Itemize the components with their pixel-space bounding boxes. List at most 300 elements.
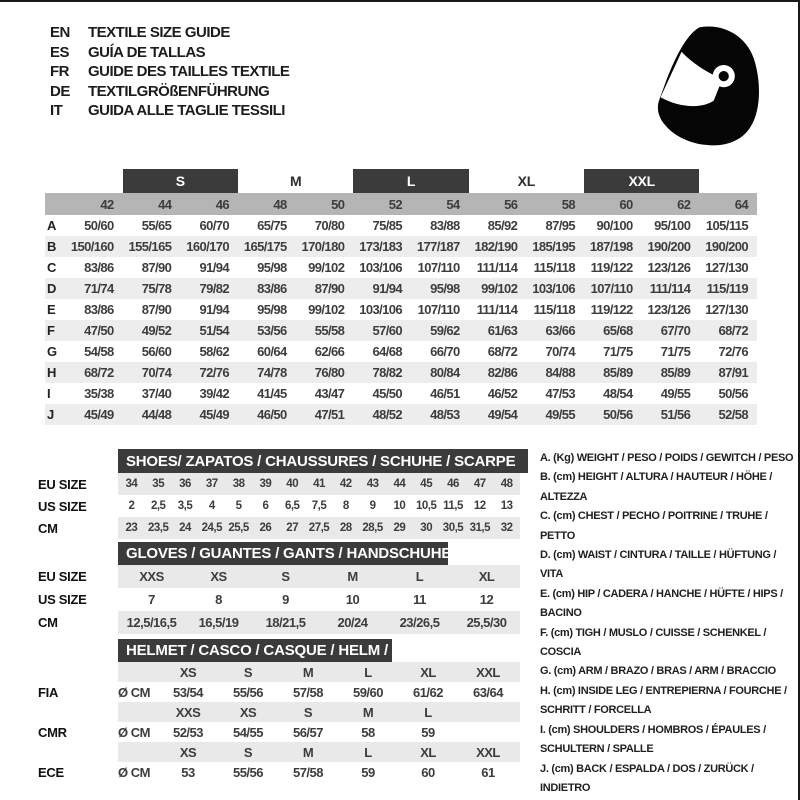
row-label: G <box>47 344 58 359</box>
row-label: J <box>47 407 55 422</box>
helmet-size-label: XL <box>420 664 436 680</box>
size-value: 123/126 <box>647 260 691 275</box>
size-value: 7 <box>148 592 155 607</box>
page-title: TEXTILE SIZE GUIDE <box>88 24 230 42</box>
size-value: 87/95 <box>545 218 575 233</box>
language-code: ES <box>50 43 70 61</box>
size-value: 49/55 <box>545 407 575 422</box>
size-value: 8 <box>215 592 222 607</box>
size-value: 177/187 <box>416 239 460 254</box>
size-value: 115/118 <box>533 260 575 275</box>
helmet-size-value: 53/54 <box>172 684 204 700</box>
size-row <box>118 517 520 539</box>
language-row <box>50 23 289 43</box>
size-value: 67/70 <box>660 323 691 338</box>
size-value: 39/42 <box>199 386 229 401</box>
size-value: 107/110 <box>417 302 460 317</box>
helmet-size-value: 59 <box>361 764 375 780</box>
size-value: 13 <box>500 500 513 512</box>
size-value: 46/50 <box>257 407 287 422</box>
size-value: 76/80 <box>314 365 345 380</box>
size-value: M <box>347 569 358 584</box>
helmet-size-label: L <box>364 664 372 680</box>
size-value: 12 <box>473 500 486 512</box>
size-value: 190/200 <box>705 239 748 254</box>
size-value: 80/84 <box>430 365 460 380</box>
size-group-xl: XL <box>517 173 535 189</box>
helmet-size-label: L <box>364 744 372 760</box>
size-label: 50 <box>331 196 345 212</box>
standard-label-ece: ECE <box>38 764 64 780</box>
size-value: 78/82 <box>372 365 402 380</box>
helmet-size-value: 57/58 <box>292 764 324 780</box>
row-label: D <box>47 281 57 296</box>
row-label-eu-size: EU SIZE <box>38 569 87 584</box>
standard-label-fia: FIA <box>38 684 59 700</box>
size-value: 185/195 <box>532 239 575 254</box>
size-label: 52 <box>388 196 402 212</box>
size-value: 119/122 <box>590 302 633 317</box>
legend-item: G. (cm) ARM / BRAZO / BRAS / ARM / BRACCIO <box>540 665 776 678</box>
size-value: 103/106 <box>359 302 402 317</box>
row-label: F <box>47 323 55 338</box>
helmet-size-value: 61/62 <box>412 684 444 700</box>
size-value: XL <box>478 569 495 584</box>
size-value: 60/70 <box>199 218 229 233</box>
row-label: A <box>47 218 57 233</box>
size-value: 160/170 <box>186 239 229 254</box>
size-value: 91/94 <box>372 281 402 296</box>
size-value: 28,5 <box>362 522 383 534</box>
size-value: 6 <box>262 500 269 512</box>
size-value: 26 <box>259 522 272 534</box>
size-value: 25,5 <box>228 522 249 534</box>
size-value: 107/110 <box>417 260 460 275</box>
size-value: 60/64 <box>257 344 287 359</box>
size-value: 182/190 <box>474 239 518 254</box>
size-value: 48/53 <box>430 407 460 422</box>
size-row <box>118 473 520 495</box>
helmet-size-value: 61 <box>481 764 495 780</box>
size-row <box>118 565 520 588</box>
helmet-size-label: XL <box>420 744 436 760</box>
size-value: 72/76 <box>718 344 748 359</box>
size-value: 5 <box>235 500 242 512</box>
size-value: 71/75 <box>660 344 691 359</box>
size-label: 64 <box>734 196 748 212</box>
size-value: 95/100 <box>654 218 691 233</box>
size-value: 2,5 <box>150 500 166 512</box>
size-value: 48/54 <box>603 386 633 401</box>
size-value: 54/58 <box>84 344 114 359</box>
size-value: 127/130 <box>705 302 748 317</box>
legend-item: I. (cm) SHOULDERS / HOMBROS / ÉPAULES / SCHULTERN / SPALLE <box>540 723 766 756</box>
helmet-size-value: 59 <box>421 724 435 740</box>
size-group-xxl: XXL <box>584 169 699 193</box>
size-value: 83/86 <box>84 302 114 317</box>
helmet-icon <box>650 24 762 146</box>
measure-row-b <box>45 236 757 257</box>
size-value: 46 <box>447 478 459 490</box>
size-value: 63/66 <box>545 323 575 338</box>
size-label: 60 <box>619 196 633 212</box>
helmet-size-value: 60 <box>421 764 435 780</box>
size-value: 51/54 <box>199 323 229 338</box>
size-value: 32 <box>500 522 513 534</box>
helmet-size-label: L <box>424 704 432 720</box>
language-row <box>50 101 289 121</box>
size-value: 28 <box>339 522 352 534</box>
page-title-de: TEXTILGRÖßENFÜHRUNG <box>88 82 270 100</box>
size-value: 42 <box>339 478 352 490</box>
helmet-size-label: S <box>303 704 313 720</box>
size-value: 70/74 <box>545 344 575 359</box>
size-value: 45/50 <box>372 386 402 401</box>
page-title-it: GUIDA ALLE TAGLIE TESSILI <box>88 102 285 120</box>
helmet-size-value: 63/64 <box>472 684 504 700</box>
size-value: 29 <box>393 522 406 534</box>
size-label: 58 <box>561 196 575 212</box>
size-value: 71/75 <box>603 344 633 359</box>
size-value: 82/86 <box>487 365 518 380</box>
size-value: 111/114 <box>476 302 518 317</box>
size-value: 91/94 <box>199 260 229 275</box>
size-value: 85/89 <box>660 365 691 380</box>
measure-row-j <box>45 404 757 425</box>
size-value: 11 <box>413 592 426 607</box>
row-label: I <box>47 386 51 401</box>
measure-row-d <box>45 278 757 299</box>
size-value: 85/92 <box>487 218 518 233</box>
size-value: 119/122 <box>590 260 633 275</box>
helmet-size-value: 56/57 <box>292 724 324 740</box>
size-value: 47/51 <box>314 407 345 422</box>
size-label: 62 <box>677 196 691 212</box>
size-value: 75/78 <box>141 281 172 296</box>
size-value: 24,5 <box>201 522 222 534</box>
size-value: 36 <box>179 478 191 490</box>
size-value: 70/74 <box>141 365 172 380</box>
size-value: 87/90 <box>314 281 345 296</box>
size-value: 51/56 <box>660 407 691 422</box>
size-value: 105/115 <box>705 218 748 233</box>
size-label: 46 <box>215 196 229 212</box>
language-code: FR <box>50 63 69 81</box>
size-value: 87/90 <box>141 260 172 275</box>
legend-item: A. (Kg) WEIGHT / PESO / POIDS / GEWITCH / PESO <box>540 452 794 464</box>
legend-item: H. (cm) INSIDE LEG / ENTREPIERNA / FOURCHE / SCHRITT / FORCELLA <box>540 684 787 717</box>
legend-item: E. (cm) HIP / CADERA / HANCHE / HÜFTE / HIPS / BACINO <box>540 587 783 620</box>
size-value: 43 <box>366 478 379 490</box>
helmet-size-value: 55/56 <box>232 764 264 780</box>
size-value: 99/102 <box>308 302 345 317</box>
size-value: 70/80 <box>314 218 345 233</box>
measure-row-g <box>45 341 757 362</box>
diameter-unit-label: Ø CM <box>118 684 150 700</box>
size-label: 48 <box>273 196 287 212</box>
shoes-row-labels <box>38 449 118 539</box>
size-value: 90/100 <box>596 218 633 233</box>
size-value: 18/21,5 <box>265 615 306 630</box>
size-value: 4 <box>208 500 215 512</box>
row-label-cm: CM <box>38 615 58 630</box>
diameter-unit-label: Ø CM <box>118 724 150 740</box>
legend-item: F. (cm) TIGH / MUSLO / CUISSE / SCHENKEL / COSCIA <box>540 626 767 659</box>
size-value: 37 <box>205 478 218 490</box>
shoes-size-table <box>118 449 520 539</box>
size-value: 49/52 <box>141 323 172 338</box>
size-value: 123/126 <box>647 302 691 317</box>
size-value: 30,5 <box>442 522 464 534</box>
size-value: 59/62 <box>430 323 460 338</box>
size-value: 31,5 <box>469 522 490 534</box>
legend-item: D. (cm) WAIST / CINTURA / TAILLE / HÜFTUNG / VITA <box>540 549 777 581</box>
size-value: 46/51 <box>430 386 460 401</box>
size-value: 50/60 <box>84 218 114 233</box>
size-value: 35/38 <box>84 386 114 401</box>
size-value: 23/26,5 <box>399 615 440 630</box>
gloves-row-labels <box>38 542 118 634</box>
legend-item: B. (cm) HEIGHT / ALTURA / HAUTEUR / HÖHE / ALTEZZA <box>540 471 773 503</box>
size-value: 95/98 <box>430 281 460 296</box>
size-value: 83/86 <box>257 281 287 296</box>
language-code: IT <box>50 102 63 120</box>
size-value: L <box>415 569 424 584</box>
size-value: 95/98 <box>257 260 287 275</box>
helmet-size-label: XS <box>179 744 197 760</box>
size-value: 12 <box>479 592 494 607</box>
size-row <box>118 495 520 517</box>
size-value: 55/58 <box>314 323 345 338</box>
size-value: 68/72 <box>487 344 518 359</box>
size-value: 20/24 <box>337 615 368 630</box>
gloves-size-section <box>38 542 520 634</box>
size-value: 103/106 <box>359 260 402 275</box>
language-code: DE <box>50 82 70 100</box>
row-label: H <box>47 365 57 380</box>
helmet-size-label: XXL <box>476 664 500 680</box>
measure-row-a <box>45 215 757 236</box>
size-value: 27,5 <box>308 522 330 534</box>
size-value: 115/119 <box>706 281 748 296</box>
size-value: S <box>281 569 290 584</box>
helmet-size-label: XS <box>239 704 257 720</box>
size-value: 68/72 <box>718 323 748 338</box>
size-group-row <box>45 168 757 193</box>
size-value: 45 <box>420 478 433 490</box>
row-label: C <box>47 260 57 275</box>
size-value: 47/53 <box>545 386 575 401</box>
size-value: 44 <box>393 478 406 490</box>
size-value: 10 <box>393 500 406 512</box>
size-value: 72/76 <box>199 365 229 380</box>
size-value: 12,5/16,5 <box>126 615 177 630</box>
size-value: 61/63 <box>487 323 518 338</box>
measure-row-i <box>45 383 757 404</box>
size-value: 99/102 <box>308 260 345 275</box>
helmet-size-row <box>118 662 520 682</box>
row-label-cm: CM <box>38 520 58 536</box>
size-value: 24 <box>179 522 191 534</box>
standard-label-cmr: CMR <box>38 724 67 740</box>
size-value: 62/66 <box>314 344 345 359</box>
helmet-size-section <box>38 639 520 782</box>
size-value: 35 <box>152 478 165 490</box>
size-value: 30 <box>420 522 433 534</box>
size-value: 87/90 <box>141 302 172 317</box>
helmet-size-label: XXS <box>175 704 201 720</box>
size-value: 8 <box>342 500 349 512</box>
size-value: 150/160 <box>70 239 114 254</box>
size-value: 87/91 <box>718 365 748 380</box>
helmet-size-value: 52/53 <box>172 724 204 740</box>
size-value: 127/130 <box>705 260 748 275</box>
size-value: 65/68 <box>603 323 633 338</box>
size-value: 111/114 <box>649 281 691 296</box>
size-value: 165/175 <box>243 239 287 254</box>
size-value: 95/98 <box>257 302 287 317</box>
size-value: 50/56 <box>718 386 748 401</box>
legend-item: C. (cm) CHEST / PECHO / POITRINE / TRUHE / PETTO <box>540 510 768 542</box>
helmet-row-labels <box>38 639 118 782</box>
size-value: XS <box>210 569 227 584</box>
size-value: 49/55 <box>660 386 691 401</box>
size-value: 173/183 <box>359 239 402 254</box>
helmet-size-label: XS <box>179 664 197 680</box>
helmet-size-row <box>118 702 520 722</box>
helmet-size-label: M <box>362 704 374 720</box>
size-label: 56 <box>504 196 518 212</box>
size-value: 48 <box>500 478 513 490</box>
size-value: 53/56 <box>257 323 287 338</box>
size-value: 85/89 <box>603 365 633 380</box>
size-value: 57/60 <box>372 323 402 338</box>
helmet-size-label: S <box>243 744 253 760</box>
shoes-size-section <box>38 449 520 539</box>
size-value: 45/49 <box>199 407 229 422</box>
size-value: 55/65 <box>141 218 172 233</box>
size-value: 83/88 <box>430 218 460 233</box>
size-value: 107/110 <box>590 281 633 296</box>
size-value: 79/82 <box>199 281 229 296</box>
size-value: 71/74 <box>84 281 114 296</box>
size-label: 54 <box>446 196 460 212</box>
measure-row-c <box>45 257 757 278</box>
size-value: 25,5/30 <box>466 615 507 630</box>
size-value: 10,5 <box>416 500 437 512</box>
helmet-size-value: 57/58 <box>292 684 324 700</box>
size-value: 27 <box>286 522 299 534</box>
size-label: 42 <box>100 196 114 212</box>
size-value: 37/40 <box>141 386 172 401</box>
size-value: 46/52 <box>487 386 518 401</box>
measure-row-f <box>45 320 757 341</box>
size-value: 48/52 <box>372 407 402 422</box>
helmet-size-label: S <box>243 664 253 680</box>
size-value: 64/68 <box>372 344 402 359</box>
textile-size-table <box>45 168 757 425</box>
size-value: 6,5 <box>284 500 300 512</box>
size-value: 52/58 <box>718 407 748 422</box>
helmet-size-label: M <box>302 744 314 760</box>
size-value: 91/94 <box>199 302 229 317</box>
helmet-size-label: M <box>302 664 314 680</box>
size-value: 11,5 <box>443 500 463 512</box>
size-value: 56/60 <box>141 344 172 359</box>
helmet-value-row <box>118 682 520 702</box>
language-row <box>50 43 289 63</box>
measure-row-e <box>45 299 757 320</box>
size-value: 75/85 <box>372 218 402 233</box>
size-value: 187/198 <box>589 239 633 254</box>
size-value: 190/200 <box>647 239 691 254</box>
size-row <box>118 611 520 634</box>
size-header-row <box>45 193 757 215</box>
row-label-us-size: US SIZE <box>38 592 87 607</box>
size-value: 10 <box>345 592 360 607</box>
size-value: 44/48 <box>141 407 172 422</box>
size-value: 74/78 <box>257 365 287 380</box>
page-title-es: GUÍA DE TALLAS <box>88 43 206 61</box>
language-code: EN <box>50 24 70 42</box>
size-value: 7,5 <box>311 500 327 512</box>
helmet-size-table <box>118 639 520 782</box>
size-value: 65/75 <box>257 218 287 233</box>
size-value: 23 <box>125 522 138 534</box>
size-value: 99/102 <box>481 281 518 296</box>
row-label: E <box>47 302 56 317</box>
language-title-list <box>50 23 289 121</box>
size-value: 111/114 <box>476 260 518 275</box>
size-value: 40 <box>286 478 299 490</box>
size-value: 47/50 <box>84 323 114 338</box>
size-value: 66/70 <box>430 344 460 359</box>
size-value: 115/118 <box>533 302 575 317</box>
size-value: 49/54 <box>487 407 518 422</box>
size-row <box>118 588 520 611</box>
size-value: 39 <box>259 478 272 490</box>
size-value: 83/86 <box>84 260 114 275</box>
row-label: B <box>47 239 57 254</box>
page-title-fr: GUIDE DES TAILLES TEXTILE <box>88 63 290 81</box>
size-group-l: L <box>353 169 468 193</box>
gloves-title-bar: GLOVES / GUANTES / GANTS / HANDSCHUHE / GUANTI <box>118 542 448 565</box>
size-value: 103/106 <box>532 281 575 296</box>
helmet-value-row <box>118 722 520 742</box>
size-value: 47 <box>473 478 486 490</box>
size-value: 34 <box>125 478 138 490</box>
size-value: 84/88 <box>545 365 575 380</box>
helmet-size-value: 53 <box>181 764 195 780</box>
helmet-value-row <box>118 762 520 782</box>
size-value: 58/62 <box>199 344 229 359</box>
size-value: 2 <box>128 500 135 512</box>
size-value: 41 <box>313 478 325 490</box>
size-value: 23,5 <box>148 522 169 534</box>
size-group-s: S <box>123 169 238 193</box>
size-value: 170/180 <box>301 239 345 254</box>
size-value: 41/45 <box>257 386 287 401</box>
size-group-m: M <box>289 173 302 189</box>
size-value: 3,5 <box>177 500 193 512</box>
diameter-unit-label: Ø CM <box>118 764 150 780</box>
size-value: 38 <box>232 478 245 490</box>
helmet-size-value: 55/56 <box>232 684 264 700</box>
size-label: 44 <box>158 196 172 212</box>
size-value: 45/49 <box>84 407 114 422</box>
helmet-title-bar: HELMET / CASCO / CASQUE / HELM / CASCO <box>118 639 392 662</box>
gloves-size-table <box>118 542 520 634</box>
